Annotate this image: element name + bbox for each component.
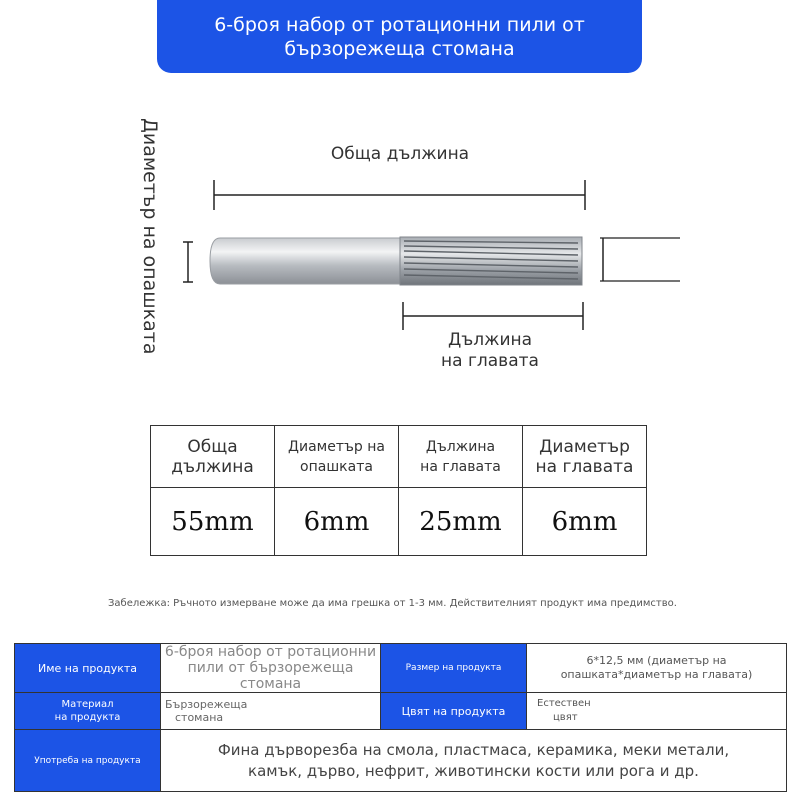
head-length-dimension xyxy=(403,302,583,330)
product-size-value: 6*12,5 мм (диаметър на опашката*диаметър на главата) xyxy=(527,644,787,693)
title-line-1: 6-броя набор от ротационни пили от xyxy=(214,13,585,36)
head-length-label-line-2: на главата xyxy=(441,351,539,371)
info-row-name xyxy=(15,644,787,693)
spec-header-row xyxy=(151,426,647,488)
product-color-value: Естествен цвят xyxy=(527,693,787,730)
shank-diameter-vertical-label: Диаметър на опашката xyxy=(139,118,161,355)
product-usage-key: Употреба на продукта xyxy=(15,730,161,792)
info-row-usage xyxy=(15,730,787,792)
spec-value-row xyxy=(151,488,647,556)
value-shank-diameter: 6mm xyxy=(275,488,399,556)
header-head-length: Дължина на главата xyxy=(399,426,523,488)
header-shank-diameter: Диаметър на опашката xyxy=(275,426,399,488)
info-row-material xyxy=(15,693,787,730)
burr-tool-image xyxy=(210,237,582,285)
product-material-value: Бързорежеща стомана xyxy=(161,693,381,730)
head-length-label xyxy=(400,330,580,372)
product-info-table xyxy=(14,643,787,792)
total-length-label: Обща дължина xyxy=(330,144,470,164)
product-size-key: Размер на продукта xyxy=(381,644,527,693)
value-head-diameter: 6mm xyxy=(523,488,647,556)
head-length-label-line-1: Дължина xyxy=(447,330,533,350)
product-color-key: Цвят на продукта xyxy=(381,693,527,730)
total-length-dimension xyxy=(214,180,585,210)
title-line-2: бързорежеща стомана xyxy=(284,37,515,60)
shank-diameter-marker xyxy=(183,242,193,282)
value-total-length: 55mm xyxy=(151,488,275,556)
header-head-diameter: Диаметър на главата xyxy=(523,426,647,488)
product-name-value: 6-броя набор от ротационни пили от бързорежеща стомана xyxy=(161,644,381,693)
value-head-length: 25mm xyxy=(399,488,523,556)
spec-table xyxy=(150,425,647,556)
header-total-length: Обща дължина xyxy=(151,426,275,488)
head-diameter-marker xyxy=(600,238,680,281)
product-name-key: Име на продукта xyxy=(15,644,161,693)
product-material-key: Материал на продукта xyxy=(15,693,161,730)
product-usage-value: Фина дърворезба на смола, пластмаса, керамика, меки метали, камък, дърво, нефрит, животински кости или рога и др. xyxy=(161,730,787,792)
measurement-note: Забележка: Ръчното измерване може да има грешка от 1-3 мм. Действителният продукт има предимство. xyxy=(108,598,677,609)
